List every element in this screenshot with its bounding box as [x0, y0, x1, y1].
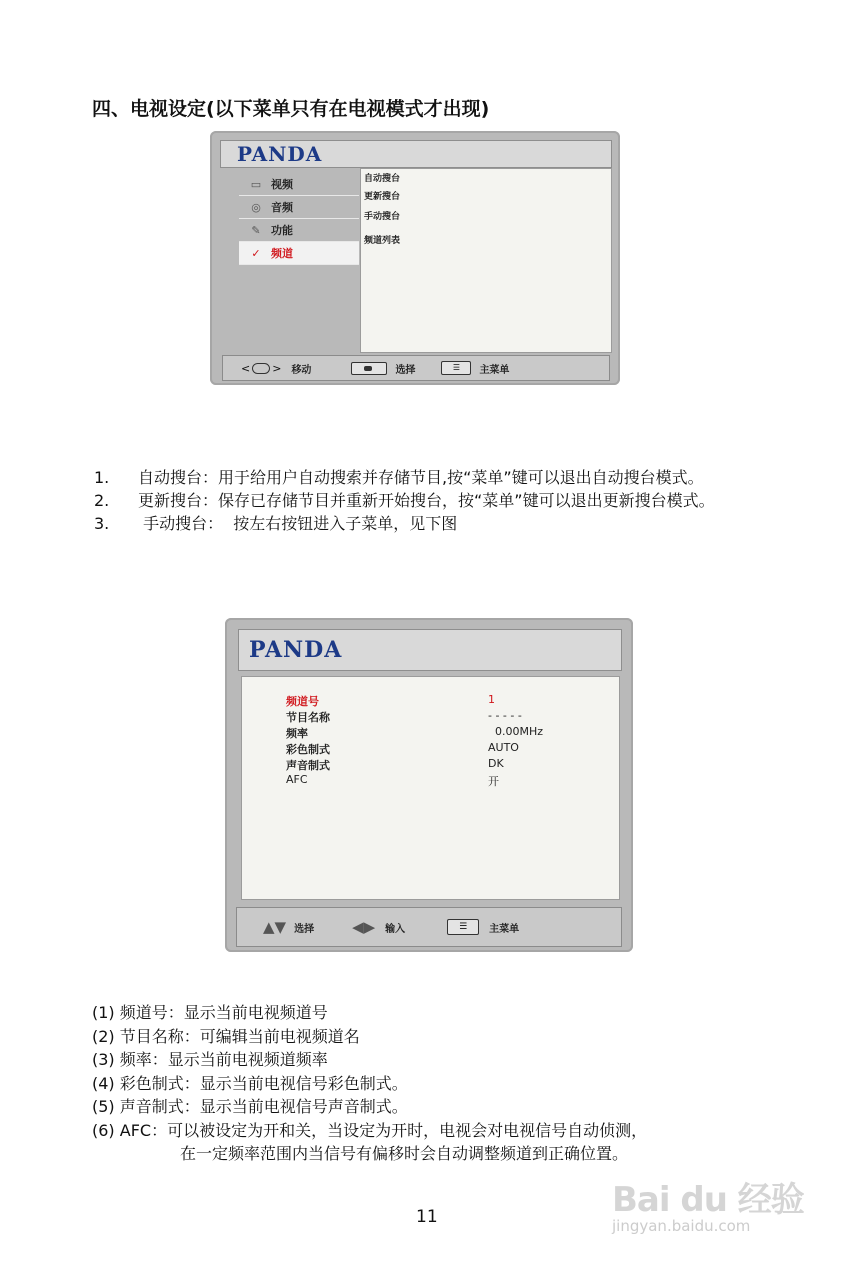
- tv-header: [220, 140, 612, 168]
- manual-search-descriptions: [92, 1001, 792, 1166]
- audio-icon: ◎: [251, 200, 261, 214]
- submenu-panel: [360, 168, 612, 353]
- submenu-item-update-search[interactable]: 更新搜台: [364, 192, 401, 202]
- tv-footer-hints: [236, 907, 622, 947]
- hint-main-menu: 主菜单: [479, 364, 510, 376]
- hint-enter: 输入: [385, 923, 406, 935]
- row-value-sound-system: DK: [488, 757, 504, 770]
- right-arrow-icon: >: [272, 361, 282, 375]
- panda-logo: PANDA: [237, 142, 323, 166]
- row-label-sound-system[interactable]: 声音制式: [286, 759, 330, 772]
- hint-main-menu: 主菜单: [489, 923, 520, 935]
- tv-footer-hints: [222, 355, 610, 381]
- wrench-icon: ✎: [251, 223, 261, 237]
- list-number: 2.: [94, 491, 110, 510]
- row-label-channel-number[interactable]: 频道号: [286, 695, 319, 708]
- menu-item-label: 功能: [271, 224, 293, 237]
- row-label-program-name[interactable]: 节目名称: [286, 711, 330, 724]
- row-label-afc[interactable]: AFC: [286, 773, 308, 786]
- panda-logo: PANDA: [249, 637, 343, 663]
- list-item: (3) 频率：显示当前电视频道频率: [92, 1050, 328, 1069]
- list-item: [94, 466, 774, 489]
- menu-item-video[interactable]: [239, 173, 359, 196]
- hint-select: 选择: [395, 364, 416, 376]
- menu-item-channel[interactable]: [239, 242, 359, 265]
- list-text: 更新搜台：保存已存储节目并重新开始搜台，按“菜单”键可以退出更新搜台模式。: [138, 491, 715, 510]
- hint-select: 选择: [294, 923, 315, 935]
- list-item: [94, 489, 774, 512]
- row-label-color-system[interactable]: 彩色制式: [286, 743, 330, 756]
- page-heading: 四、电视设定(以下菜单只有在电视模式才出现): [92, 98, 490, 120]
- menu-item-audio[interactable]: [239, 196, 359, 219]
- menu-item-label: 频道: [271, 247, 293, 260]
- row-value-color-system: AUTO: [488, 741, 519, 754]
- submenu-item-channel-list[interactable]: 频道列表: [364, 236, 401, 246]
- list-item: (4) 彩色制式：显示当前电视信号彩色制式。: [92, 1073, 408, 1093]
- tv-manual-search-screen: [225, 618, 633, 952]
- menu-item-function[interactable]: [239, 219, 359, 242]
- menu-key-icon: ☰: [447, 919, 479, 935]
- list-item: (6) AFC：可以被设定为开和关，当设定为开时，电视会对电视信号自动侦测，: [92, 1120, 648, 1140]
- channel-icon: ✓: [251, 246, 261, 260]
- tv-left-menu: [239, 173, 359, 265]
- page-number: 11: [416, 1207, 438, 1227]
- tv-menu-screen-channel: [210, 131, 620, 385]
- up-down-arrows-icon: ▲▼: [263, 918, 287, 936]
- submenu-item-auto-search[interactable]: 自动搜台: [364, 174, 401, 184]
- list-item: (5) 声音制式：显示当前电视信号声音制式。: [92, 1097, 408, 1116]
- menu-key-icon: ☰: [441, 361, 471, 375]
- feature-list: [94, 466, 774, 535]
- left-right-arrows-icon: ◀▶: [352, 918, 376, 936]
- left-right-arrows-icon: <: [241, 361, 251, 375]
- submenu-item-manual-search[interactable]: 手动搜台: [364, 212, 401, 222]
- tv-header: [238, 629, 622, 671]
- list-item: (1) 频道号：显示当前电视频道号: [92, 1003, 328, 1022]
- list-item: (2) 节目名称：可编辑当前电视频道名: [92, 1026, 360, 1046]
- row-label-frequency[interactable]: 频率: [286, 727, 308, 740]
- select-key-icon: [351, 362, 387, 375]
- list-text: 自动搜台：用于给用户自动搜索并存储节目,按“菜单”键可以退出自动搜台模式。: [138, 468, 704, 487]
- watermark-url: jingyan.baidu.com: [612, 1217, 751, 1235]
- manual-search-panel: [241, 676, 620, 900]
- video-icon: ▭: [250, 177, 262, 191]
- list-item-continuation: 在一定频率范围内当信号有偏移时会自动调整频道到正确位置。: [180, 1144, 629, 1163]
- menu-item-label: 视频: [271, 178, 293, 191]
- row-value-program-name: - - - - -: [488, 709, 522, 722]
- row-value-afc: 开: [488, 775, 499, 788]
- list-text: 手动搜台： 按左右按钮进入子菜单，见下图: [138, 514, 458, 533]
- watermark-logo: Bai du 经验: [612, 1180, 804, 1220]
- oval-key-icon: [252, 363, 270, 374]
- list-number: 3.: [94, 514, 110, 533]
- list-item: [94, 512, 774, 535]
- list-number: 1.: [94, 468, 110, 487]
- hint-move: 移动: [291, 364, 312, 376]
- row-value-channel-number: 1: [488, 693, 495, 706]
- baidu-watermark: [612, 1172, 804, 1235]
- menu-item-label: 音频: [271, 201, 293, 214]
- row-value-frequency: 0.00MHz: [488, 725, 544, 738]
